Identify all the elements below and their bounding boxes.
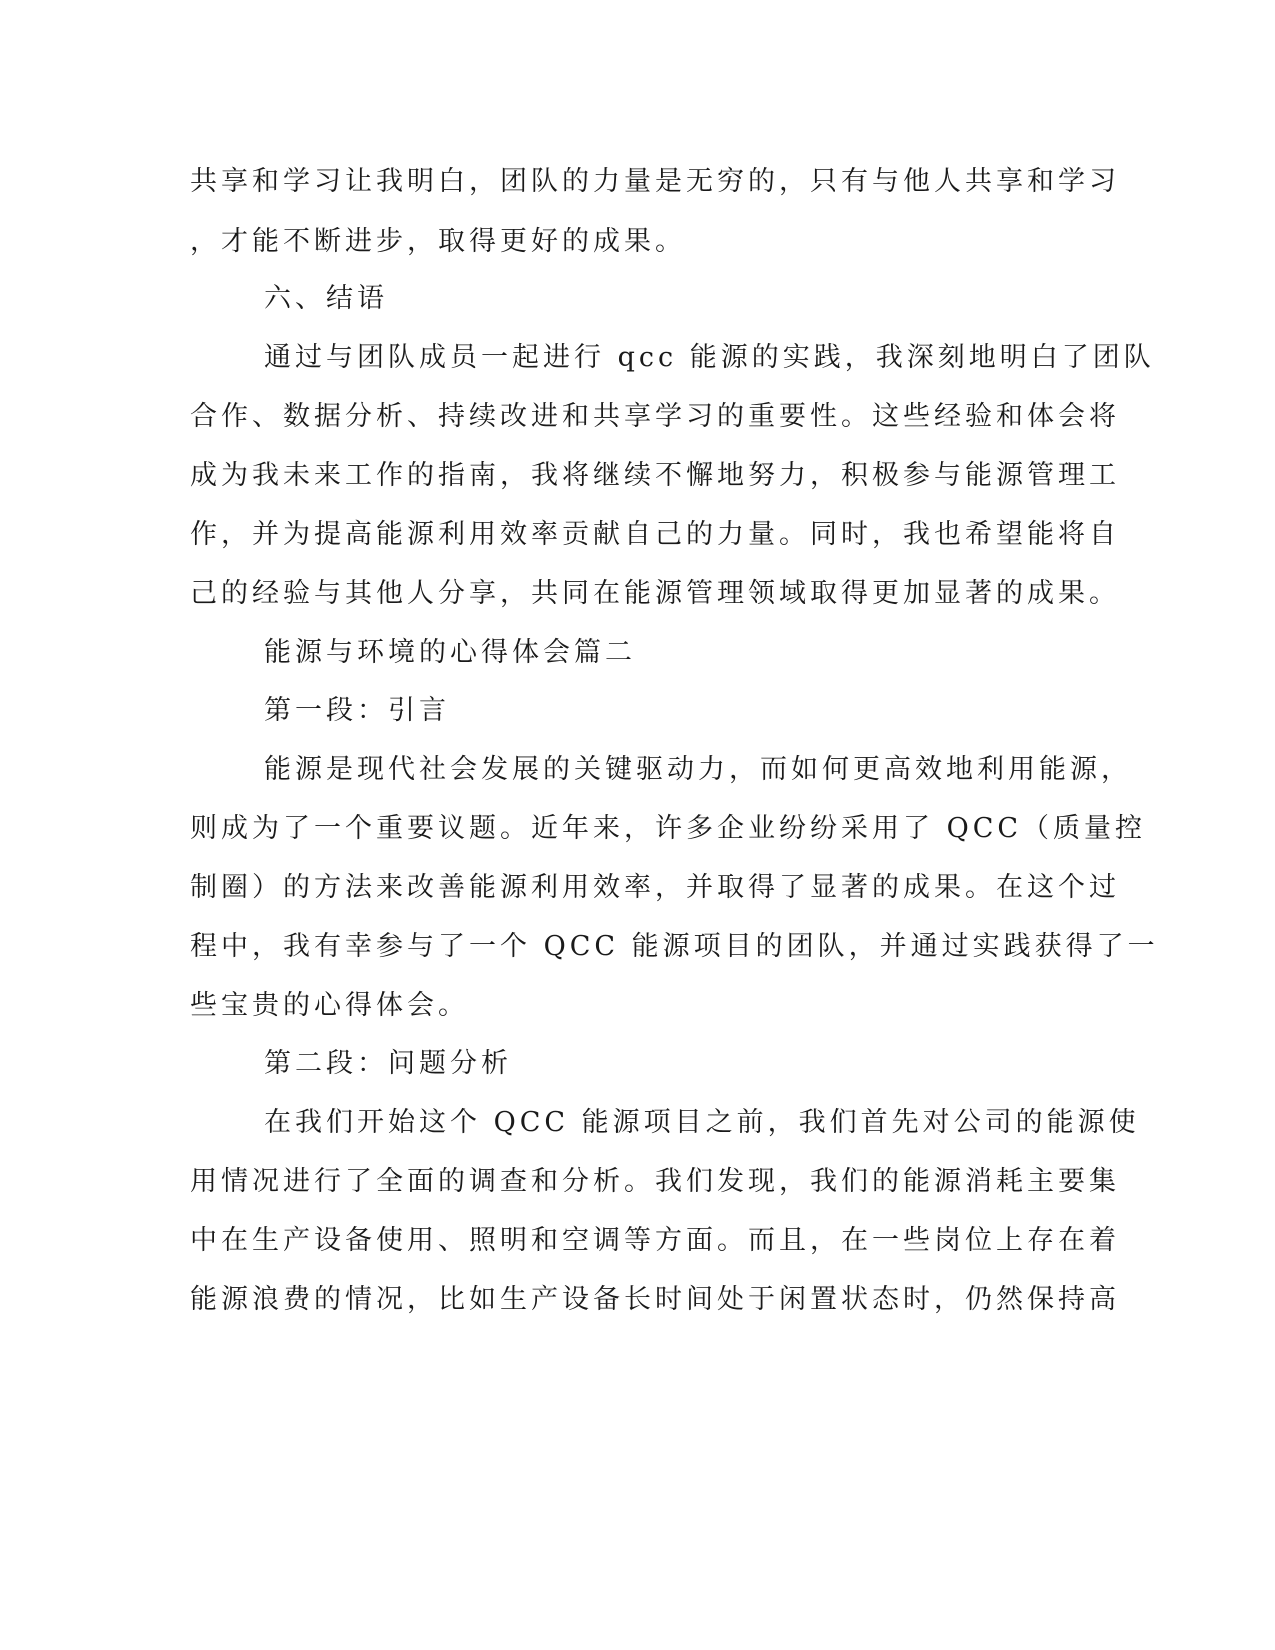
body-line: 用情况进行了全面的调查和分析。我们发现，我们的能源消耗主要集 [190,1166,1120,1197]
body-line: 些宝贵的心得体会。 [190,990,469,1021]
body-line: 作，并为提高能源利用效率贡献自己的力量。同时，我也希望能将自 [190,519,1120,550]
body-line: 成为我未来工作的指南，我将继续不懈地努力，积极参与能源管理工 [190,460,1120,491]
body-line: 则成为了一个重要议题。近年来，许多企业纷纷采用了 QCC（质量控 [190,813,1147,844]
body-line: 己的经验与其他人分享，共同在能源管理领域取得更加显著的成果。 [190,578,1120,609]
body-line: 共享和学习让我明白，团队的力量是无穷的，只有与他人共享和学习 [190,166,1120,197]
body-line: 合作、数据分析、持续改进和共享学习的重要性。这些经验和体会将 [190,401,1120,432]
section-heading-intro: 第一段：引言 [264,695,450,726]
paragraph-line: 通过与团队成员一起进行 qcc 能源的实践，我深刻地明白了团队 [264,342,1155,373]
section-heading-conclusion: 六、结语 [264,283,388,314]
body-line: 程中，我有幸参与了一个 QCC 能源项目的团队，并通过实践获得了一 [190,931,1159,962]
section-heading-analysis: 第二段：问题分析 [264,1048,512,1079]
paragraph-line: 能源是现代社会发展的关键驱动力，而如何更高效地利用能源， [264,754,1132,785]
paragraph-line: 在我们开始这个 QCC 能源项目之前，我们首先对公司的能源使 [264,1107,1140,1138]
body-line: ，才能不断进步，取得更好的成果。 [190,226,686,257]
body-line: 制圈）的方法来改善能源利用效率，并取得了显著的成果。在这个过 [190,872,1120,903]
body-line: 中在生产设备使用、照明和空调等方面。而且，在一些岗位上存在着 [190,1225,1120,1256]
article-title: 能源与环境的心得体会篇二 [264,637,636,668]
body-line: 能源浪费的情况，比如生产设备长时间处于闲置状态时，仍然保持高 [190,1284,1120,1315]
